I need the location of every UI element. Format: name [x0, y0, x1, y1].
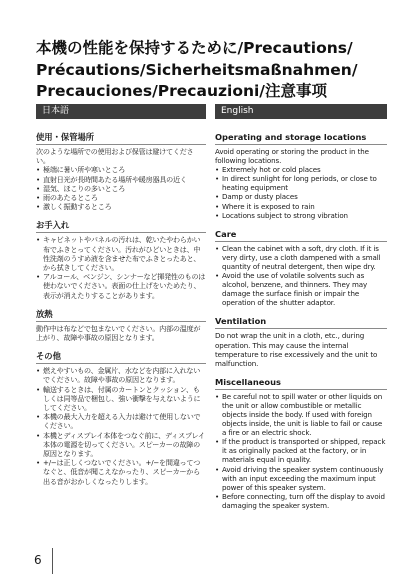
bullet-item: • 極端に暑い所や寒いところ: [36, 165, 206, 174]
section-paragraph: Avoid operating or storing the product in the following locations.: [215, 147, 369, 166]
page-title: [36, 38, 392, 103]
english-column: [215, 104, 387, 510]
bullet-item: • Damp or dusty places: [215, 192, 387, 201]
bullet-list: [215, 392, 387, 510]
bullet-item: • 激しく振動するところ: [36, 202, 206, 211]
section-title: 使用・保管場所: [36, 131, 206, 145]
section-title: Care: [215, 228, 387, 242]
section-paragraph: 動作中は布などで包まないでください。内部の温度が上がり、故障や事故の原因となります。: [36, 323, 201, 343]
section: [36, 131, 206, 211]
bullet-list: [36, 366, 206, 486]
bullet-item: • 直射日光が長時間あたる場所や暖房器具の近く: [36, 175, 206, 184]
bullet-item: • Before connecting, turn off the display to avoid damaging the speaker system.: [215, 492, 387, 510]
section: [215, 228, 387, 308]
section-paragraph: 次のような場所での使用および保管は避けてください。: [36, 147, 194, 166]
bullet-list: [215, 165, 387, 220]
japanese-column: [36, 104, 206, 486]
bullet-item: • 輸送するときは、付属のカートンとクッション、もしくは同等品で梱包し、強い衝撃を与えないようにしてください。: [36, 385, 206, 413]
bullet-item: • 湿気、ほこりの多いところ: [36, 184, 206, 193]
english-sections: [215, 131, 387, 510]
section-title: Miscellaneous: [215, 376, 387, 390]
bullet-item: • 雨のあたるところ: [36, 193, 206, 202]
bullet-item: • アルコール、ベンジン、シンナーなど揮発性のものは使わないでください。表面の仕上げをいためたり、表示が消えたりすることがあります。: [36, 272, 206, 300]
bullet-list: [36, 235, 206, 299]
section: [36, 219, 206, 299]
bullet-item: • 燃えやすいもの、金属片、水などを内部に入れないでください。故障や事故の原因となります。: [36, 366, 206, 384]
section-title: Ventilation: [215, 315, 387, 329]
bullet-item: • Be careful not to spill water or other liquids on the unit or allow combustible or metallic objects inside the body. If used with foreign objects inside, the unit is liable to fail or cause a fire or an electric shock.: [215, 392, 387, 437]
section-paragraph: Do not wrap the unit in a cloth, etc., during operation. This may cause the internal temperature to rise excessively and the unit to malfunction.: [215, 331, 378, 368]
bullet-item: • Avoid the use of volatile solvents such as alcohol, benzene, and thinners. They may damage the surface finish or impair the operation of the shutter adaptor.: [215, 271, 387, 307]
bullet-item: • Where it is exposed to rain: [215, 202, 387, 211]
section: [36, 308, 206, 342]
section: [36, 350, 206, 486]
title-line-2: Précautions/Sicherheitsmaßnahmen/: [36, 60, 358, 79]
section: [215, 315, 387, 367]
page-number-divider: [52, 548, 53, 574]
section: [215, 131, 387, 220]
english-header-bar: English: [215, 104, 387, 119]
title-line-3: Precauciones/Precauzioni/注意事项: [36, 82, 327, 100]
title-line-1: 本機の性能を保持するために/Precautions/: [36, 39, 353, 57]
bullet-list: [215, 244, 387, 308]
bullet-item: • 本機の最大入力を超える入力は避けて使用しないでください。: [36, 412, 206, 430]
japanese-sections: [36, 131, 206, 486]
bullet-list: [36, 165, 206, 211]
section-title: その他: [36, 350, 206, 364]
section: [215, 376, 387, 510]
bullet-item: • If the product is transported or shipped, repack it as originally packed at the factory, or in materials equal in quality.: [215, 437, 387, 464]
page-number: 6: [34, 553, 42, 567]
bullet-item: • Clean the cabinet with a soft, dry cloth. If it is very dirty, use a cloth dampened with a small quantity of neutral detergent, then wipe dry.: [215, 244, 387, 271]
bullet-item: • Locations subject to strong vibration: [215, 211, 387, 220]
bullet-item: • In direct sunlight for long periods, or close to heating equipment: [215, 174, 387, 192]
bullet-item: • +/−は正しくつないでください。+/−を間違ってつなぐと、低音が聞こえなかったり、スピーカーから出る音がおかしくなったりします。: [36, 458, 206, 486]
bullet-item: • 本機とディスプレイ本体をつなぐ前に、ディスプレイ本体の電源を切ってください。スピーカーの故障の原因となります。: [36, 431, 206, 459]
bullet-item: • キャビネットやパネルの汚れは、乾いたやわらかい布でふきとってください。汚れがひどいときは、中性洗剤のうすめ液を含ませた布でふきとったあと、から拭きしてください。: [36, 235, 206, 272]
bullet-item: • Extremely hot or cold places: [215, 165, 387, 174]
section-title: Operating and storage locations: [215, 131, 387, 145]
section-title: お手入れ: [36, 219, 206, 233]
section-title: 放熱: [36, 308, 206, 322]
japanese-header-bar: 日本語: [36, 104, 206, 119]
bullet-item: • Avoid driving the speaker system continuously with an input exceeding the maximum input power of this speaker system.: [215, 465, 387, 492]
